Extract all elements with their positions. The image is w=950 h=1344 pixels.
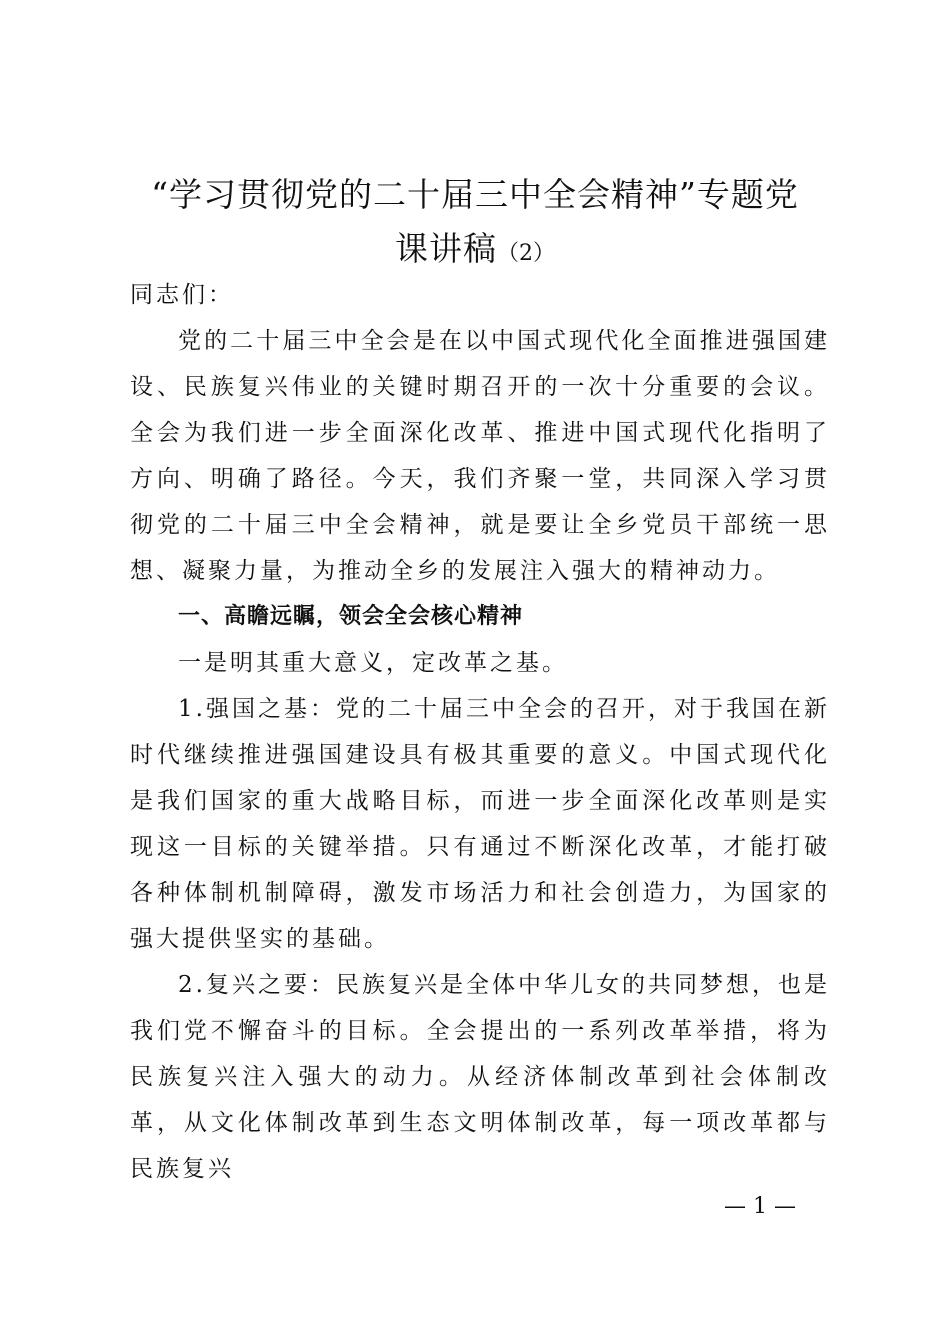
item-paragraph-2: 2.复兴之要：民族复兴是全体中华儿女的共同梦想，也是我们党不懈奋斗的目标。全会提出的一系列改革举措，将为民族复兴注入强大的动力。从经济体制改革到社会体制改革，从文化体制改革到生态文明体制改革，每一项改革都与民族复兴	[130, 972, 830, 1182]
salutation: 同志们：	[130, 282, 234, 308]
title-line-1: “学习贯彻党的二十届三中全会精神”专题党	[151, 175, 799, 214]
page-number: — 1 —	[724, 1194, 796, 1219]
section-heading-1: 一、高瞻远瞩，领会全会核心精神	[178, 604, 524, 629]
subsection-heading-1: 一是明其重大意义，定改革之基。	[178, 650, 568, 676]
intro-paragraph: 党的二十届三中全会是在以中国式现代化全面推进强国建设、民族复兴伟业的关键时期召开的一次十分重要的会议。全会为我们进一步全面深化改革、推进中国式现代化指明了方向、明确了路径。今天，我们齐聚一堂，共同深入学习贯彻党的二十届三中全会精神，就是要让全乡党员干部统一思想、凝聚力量，为推动全乡的发展注入强大的精神动力。	[130, 328, 830, 584]
document-title	[110, 168, 840, 281]
title-number: （2）	[497, 241, 555, 266]
item-paragraph-1: 1.强国之基：党的二十届三中全会的召开，对于我国在新时代继续推进强国建设具有极其重要的意义。中国式现代化是我们国家的重大战略目标，而进一步全面深化改革则是实现这一目标的关键举措。只有通过不断深化改革，才能打破各种体制机制障碍，激发市场活力和社会创造力，为国家的强大提供坚实的基础。	[130, 696, 830, 952]
document-body	[130, 272, 830, 1192]
title-line-2-text: 课讲稿	[395, 229, 497, 268]
